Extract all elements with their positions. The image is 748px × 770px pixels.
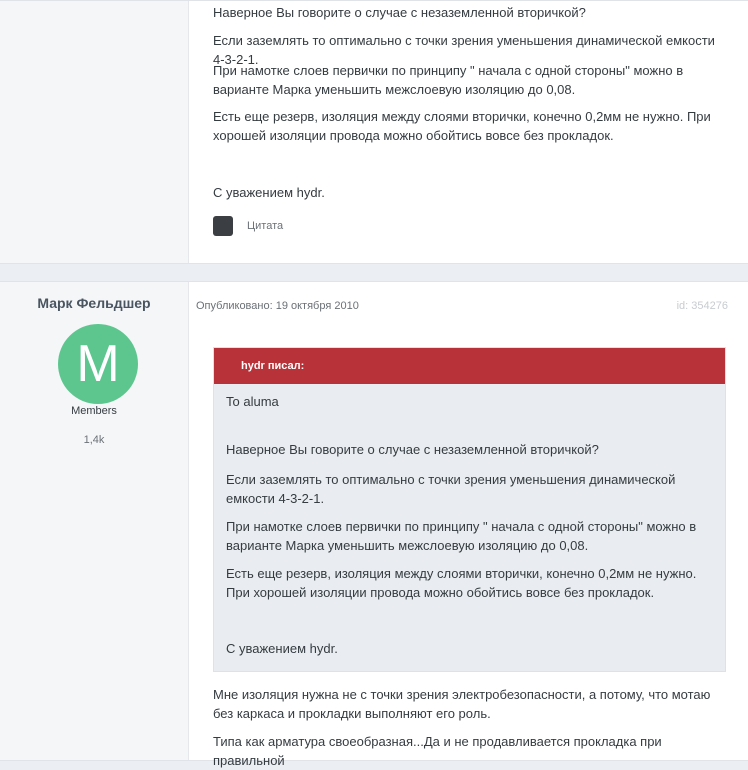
quote-paragraph: Если заземлять то оптимально с точки зрения уменьшения динамической емкости 4-3-2-1. — [226, 472, 676, 506]
quote-header[interactable]: hydr писал: — [214, 348, 725, 384]
post-paragraph: При намотке слоев первички по принципу " начала с одной стороны" можно в варианте Марка уменьшить межслоевую изоляцию до 0,08. — [213, 63, 684, 97]
quote-paragraph: Наверное Вы говорите о случае с незаземленной вторичкой? — [226, 442, 599, 457]
post-paragraph: Есть еще резерв, изоляция между слоями вторички, конечно 0,2мм не нужно. При хорошей изоляции провода можно обойтись вовсе без прокладок. — [213, 109, 711, 143]
quote-paragraph: To aluma — [226, 394, 279, 409]
post-current — [0, 281, 748, 768]
avatar[interactable] — [58, 324, 138, 404]
author-column — [0, 282, 189, 760]
quote-button-label: Цитата — [247, 220, 284, 232]
post-paragraph: Мне изоляция нужна не с точки зрения электробезопасности, а потому, что мотаю без каркаса и прокладки выполняют его роль. — [213, 687, 711, 721]
quote-paragraph: При намотке слоев первички по принципу " начала с одной стороны" можно в варианте Марка уменьшить межслоевую изоляцию до 0,08. — [226, 519, 697, 553]
quote-paragraph: Есть еще резерв, изоляция между слоями вторички, конечно 0,2мм не нужно. При хорошей изоляции провода можно обойтись вовсе без прокладок. — [226, 566, 697, 600]
post-paragraph: Типа как арматура своеобразная...Да и не продавливается прокладка при правильной — [213, 734, 662, 768]
author-post-count: 1,4k — [83, 434, 105, 446]
post-id: id: 354276 — [676, 300, 728, 312]
avatar-letter: M — [76, 335, 120, 393]
quote-block — [213, 347, 726, 672]
post-previous — [0, 0, 748, 264]
post-paragraph: Наверное Вы говорите о случае с незаземленной вторичкой? — [213, 5, 586, 20]
post-signature: С уважением hydr. — [213, 185, 325, 200]
author-group: Members — [71, 405, 117, 417]
post-paragraph: Если заземлять то оптимально с точки зрения уменьшения динамической емкости 4-3-2-1. — [213, 33, 715, 67]
author-name[interactable]: Марк Фельдшер — [37, 295, 151, 311]
quote-button[interactable] — [213, 216, 283, 236]
author-column — [0, 1, 189, 263]
post-date[interactable]: Опубликовано: 19 октября 2010 — [196, 300, 359, 312]
quote-icon — [213, 216, 233, 236]
quote-signature: С уважением hydr. — [226, 641, 338, 656]
